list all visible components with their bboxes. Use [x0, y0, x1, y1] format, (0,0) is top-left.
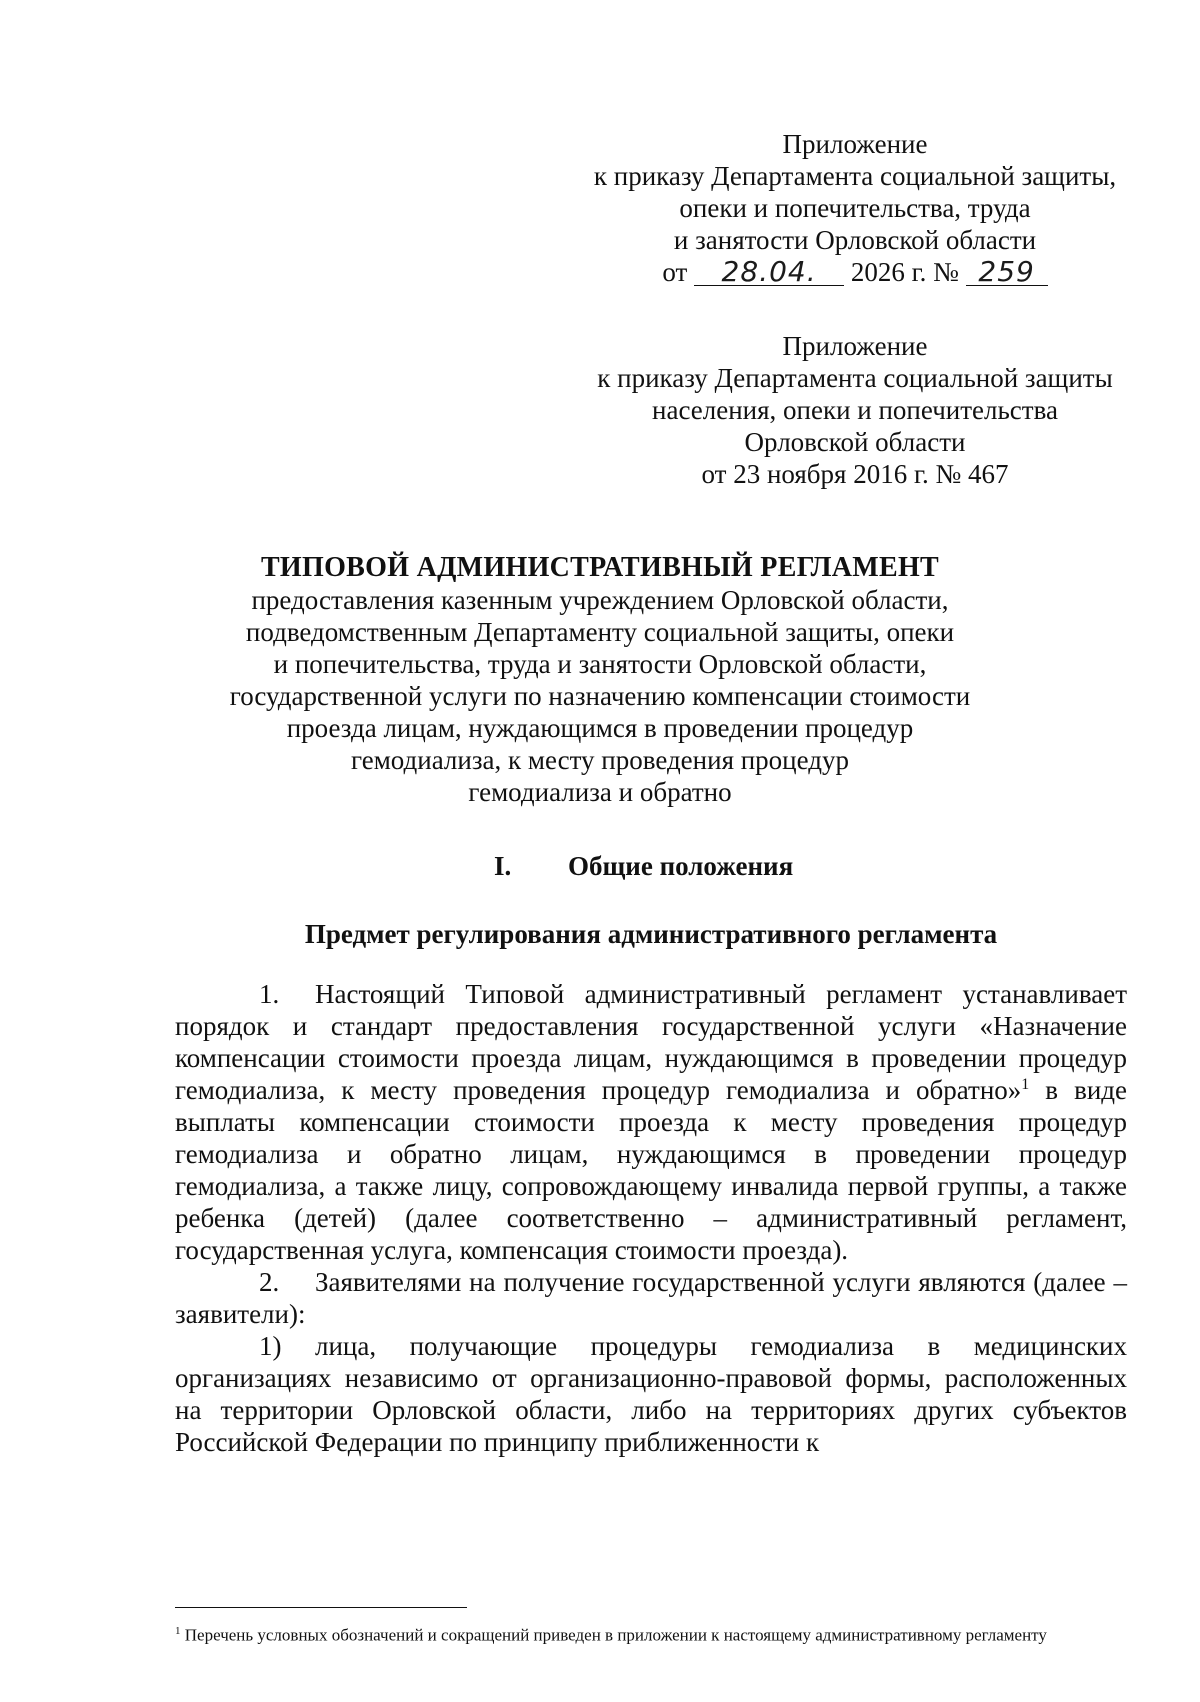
footnote-divider [175, 1607, 467, 1608]
title-line: гемодиализа и обратно [468, 777, 732, 807]
paragraph-text: Настоящий Типовой административный регламент устанавливает порядок и стандарт предоставления государственной услуги «Назначение компенсации стоимости проезда лицам, нуждающимся в проведении процедур гемодиализа, к месту проведения процедур гемодиализа и обратно» [175, 979, 1127, 1105]
date-prefix: от [662, 257, 688, 287]
appendix-date-line [560, 256, 1150, 288]
subparagraph-1 [175, 1330, 1127, 1458]
paragraph-text: в виде выплаты компенсации стоимости проезда к месту проведения процедур гемодиализа и обратно лицам, нуждающимся в проведении процедур гемодиализа, а также лицу, сопровождающему инвалида первой группы, а также ребенка (детей) (далее соответственно – административный регламент, государственная услуга, компенсация стоимости проезда). [175, 1075, 1127, 1265]
appendix-date-line: от 23 ноября 2016 г. № 467 [701, 459, 1009, 489]
body-text [175, 978, 1127, 1458]
paragraph-text: лица, получающие процедуры гемодиализа в медицинских организациях независимо от организационно-правовой формы, расположенных на территории Орловской области, либо на территориях других субъектов Российской Федерации по принципу приближенности к [175, 1331, 1127, 1457]
section-title: Общие положения [568, 851, 794, 881]
handwritten-order-number: 259 [966, 259, 1048, 286]
paragraph-number: 2. [259, 1267, 280, 1297]
title-line: предоставления казенным учреждением Орловской области, [251, 585, 949, 615]
appendix-block-original [560, 330, 1150, 490]
footnote [175, 1620, 1127, 1647]
year-number-label: 2026 г. № [850, 257, 959, 287]
subsection-heading: Предмет регулирования административного регламента [304, 919, 998, 949]
document-title-block [200, 552, 1000, 808]
appendix-order-line: и занятости Орловской области [673, 225, 1037, 255]
paragraph-1 [175, 978, 1127, 1266]
document-title: ТИПОВОЙ АДМИНИСТРАТИВНЫЙ РЕГЛАМЕНТ [260, 552, 940, 583]
title-line: государственной услуги по назначению компенсации стоимости [229, 681, 971, 711]
appendix-label: Приложение [782, 129, 928, 159]
section-number: I. [494, 851, 512, 881]
title-line: гемодиализа, к месту проведения процедур [351, 745, 849, 775]
appendix-block-current [560, 128, 1150, 288]
footnote-text: Перечень условных обозначений и сокращений приведен в приложении к настоящему административному регламенту [184, 1625, 1047, 1645]
title-line: подведомственным Департаменту социальной защиты, опеки [245, 617, 955, 647]
subparagraph-number: 1) [259, 1331, 282, 1361]
handwritten-date: 28.04. [694, 259, 844, 286]
appendix-order-line: Орловской области [744, 427, 966, 457]
title-line: проезда лицам, нуждающимся в проведении процедур [286, 713, 914, 743]
appendix-order-line: населения, опеки и попечительства [652, 395, 1058, 425]
paragraph-number: 1. [259, 979, 280, 1009]
paragraph-2 [175, 1266, 1127, 1330]
appendix-label: Приложение [782, 331, 928, 361]
appendix-order-line: опеки и попечительства, труда [679, 193, 1031, 223]
appendix-order-line: к приказу Департамента социальной защиты [597, 363, 1113, 393]
footnote-reference: 1 [1021, 1076, 1030, 1093]
paragraph-text: Заявителями на получение государственной услуги являются (далее – заявители): [175, 1267, 1127, 1329]
title-line: и попечительства, труда и занятости Орловской области, [273, 649, 927, 679]
footnote-mark: 1 [175, 1625, 181, 1637]
appendix-order-line: к приказу Департамента социальной защиты, [593, 161, 1117, 191]
